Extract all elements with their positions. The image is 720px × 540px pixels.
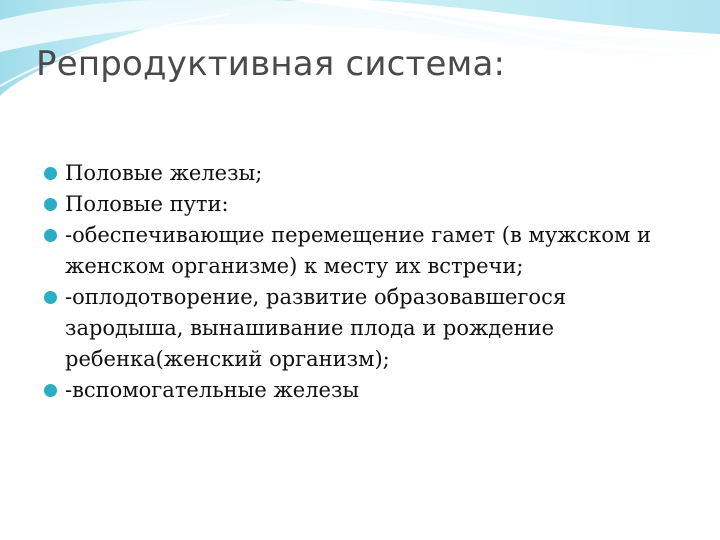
bullet-item [44, 375, 684, 406]
slide-title: Репродуктивная система: [36, 44, 506, 84]
circle-bullet-icon [44, 229, 57, 242]
bullet-text: -оплодотворение, развитие образовавшегося зародыша, вынашивание плода и рождение ребенка(женский организм); [65, 285, 567, 371]
bullet-list [44, 158, 684, 406]
bullet-text: Половые пути: [65, 192, 229, 216]
circle-bullet-icon [44, 167, 57, 180]
circle-bullet-icon [44, 384, 57, 397]
bullet-item [44, 220, 684, 282]
bullet-text: Половые железы; [65, 161, 263, 185]
bullet-text: -обеспечивающие перемещение гамет (в мужском и женском организме) к месту их встречи; [65, 223, 652, 278]
bullet-item [44, 282, 684, 375]
bullet-text: -вспомогательные железы [65, 378, 360, 402]
circle-bullet-icon [44, 291, 57, 304]
bullet-item [44, 158, 684, 189]
bullet-item [44, 189, 684, 220]
circle-bullet-icon [44, 198, 57, 211]
